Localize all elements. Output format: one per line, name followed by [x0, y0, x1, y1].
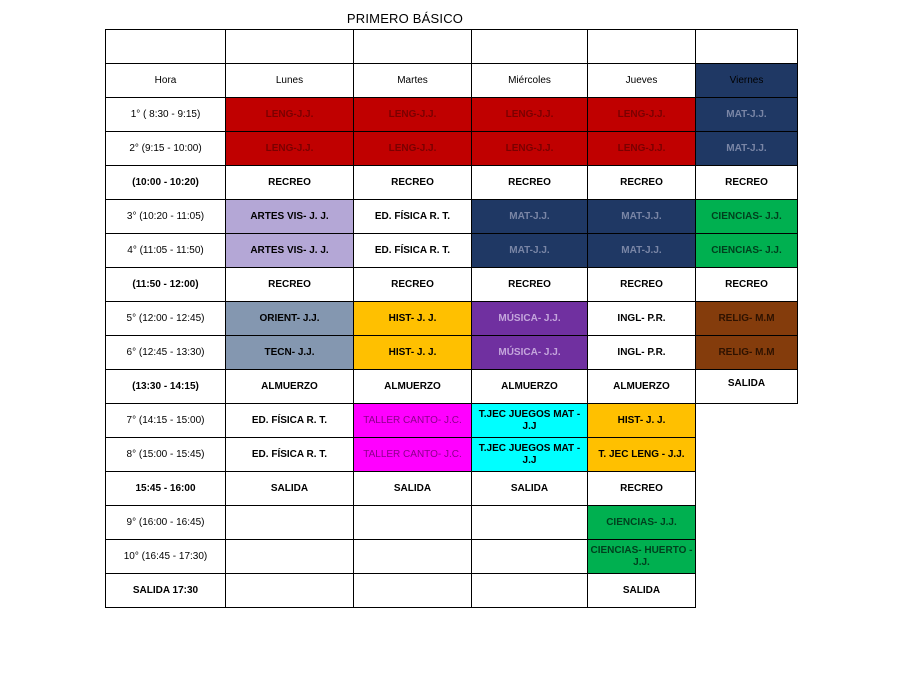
period-cell: 2° (9:15 - 10:00)	[106, 132, 226, 166]
table-row	[106, 404, 798, 438]
schedule-table	[105, 29, 798, 608]
class-cell: T.JEC JUEGOS MAT - J.J	[472, 438, 588, 472]
class-cell	[354, 506, 472, 540]
class-cell: CIENCIAS- J.J.	[696, 234, 798, 268]
period-cell: 5° (12:00 - 12:45)	[106, 302, 226, 336]
table-row	[106, 268, 798, 302]
class-cell: ED. FÍSICA R. T.	[226, 438, 354, 472]
class-cell	[226, 574, 354, 608]
period-cell: (10:00 - 10:20)	[106, 166, 226, 200]
class-cell: ED. FÍSICA R. T.	[226, 404, 354, 438]
class-cell: MAT-J.J.	[472, 200, 588, 234]
table-row	[106, 234, 798, 268]
class-cell: ARTES VIS- J. J.	[226, 234, 354, 268]
class-cell: HIST- J. J.	[354, 302, 472, 336]
blank-cell	[354, 30, 472, 64]
table-row	[106, 200, 798, 234]
table-row	[106, 336, 798, 370]
class-cell: LENG-J.J.	[472, 98, 588, 132]
class-cell: ARTES VIS- J. J.	[226, 200, 354, 234]
class-cell	[354, 540, 472, 574]
class-cell	[354, 574, 472, 608]
class-cell: LENG-J.J.	[588, 98, 696, 132]
class-cell: LENG-J.J.	[226, 132, 354, 166]
class-cell: TALLER CANTO- J.C.	[354, 404, 472, 438]
table-row	[106, 166, 798, 200]
class-cell: MAT-J.J.	[588, 200, 696, 234]
empty-cell	[696, 438, 798, 472]
class-cell: RECREO	[354, 166, 472, 200]
class-cell: RECREO	[588, 472, 696, 506]
period-cell: 15:45 - 16:00	[106, 472, 226, 506]
class-cell: MAT-J.J.	[472, 234, 588, 268]
schedule-title: PRIMERO BÁSICO	[346, 11, 464, 26]
class-cell	[226, 506, 354, 540]
blank-top-row	[106, 30, 798, 64]
class-cell: INGL- P.R.	[588, 302, 696, 336]
header-hora: Hora	[106, 64, 226, 98]
period-cell: 6° (12:45 - 13:30)	[106, 336, 226, 370]
class-cell: SALIDA	[354, 472, 472, 506]
class-cell	[472, 574, 588, 608]
period-cell: 9° (16:00 - 16:45)	[106, 506, 226, 540]
table-row	[106, 540, 798, 574]
class-cell: T. JEC LENG - J.J.	[588, 438, 696, 472]
class-cell: ORIENT- J.J.	[226, 302, 354, 336]
blank-cell	[696, 30, 798, 64]
class-cell	[472, 540, 588, 574]
class-cell: RECREO	[226, 166, 354, 200]
class-cell: SALIDA	[588, 574, 696, 608]
blank-cell	[472, 30, 588, 64]
class-cell: RECREO	[472, 268, 588, 302]
class-cell: RECREO	[588, 268, 696, 302]
header-miercoles: Miércoles	[472, 64, 588, 98]
class-cell: SALIDA	[226, 472, 354, 506]
period-cell: SALIDA 17:30	[106, 574, 226, 608]
class-cell: T.JEC JUEGOS MAT - J.J	[472, 404, 588, 438]
class-cell: ED. FÍSICA R. T.	[354, 200, 472, 234]
period-cell: 7° (14:15 - 15:00)	[106, 404, 226, 438]
class-cell: MÚSICA- J.J.	[472, 336, 588, 370]
table-row	[106, 132, 798, 166]
header-martes: Martes	[354, 64, 472, 98]
class-cell	[472, 506, 588, 540]
table-row	[106, 438, 798, 472]
class-cell: LENG-J.J.	[588, 132, 696, 166]
table-row	[106, 506, 798, 540]
class-cell: ALMUERZO	[472, 370, 588, 404]
class-cell: ALMUERZO	[226, 370, 354, 404]
class-cell: SALIDA	[696, 370, 798, 404]
header-row	[106, 64, 798, 98]
empty-cell	[696, 574, 798, 608]
class-cell: LENG-J.J.	[226, 98, 354, 132]
empty-cell	[696, 404, 798, 438]
empty-cell	[696, 506, 798, 540]
table-row	[106, 370, 798, 404]
class-cell: LENG-J.J.	[354, 98, 472, 132]
class-cell: RECREO	[354, 268, 472, 302]
header-lunes: Lunes	[226, 64, 354, 98]
header-jueves: Jueves	[588, 64, 696, 98]
class-cell: ED. FÍSICA R. T.	[354, 234, 472, 268]
class-cell: HIST- J. J.	[354, 336, 472, 370]
class-cell: LENG-J.J.	[354, 132, 472, 166]
empty-cell	[696, 472, 798, 506]
period-cell: 4° (11:05 - 11:50)	[106, 234, 226, 268]
empty-cell	[696, 540, 798, 574]
table-row	[106, 302, 798, 336]
class-cell: TALLER CANTO- J.C.	[354, 438, 472, 472]
class-cell: RECREO	[696, 166, 798, 200]
period-cell: (11:50 - 12:00)	[106, 268, 226, 302]
period-cell: 3° (10:20 - 11:05)	[106, 200, 226, 234]
blank-cell	[588, 30, 696, 64]
class-cell	[226, 540, 354, 574]
period-cell: 8° (15:00 - 15:45)	[106, 438, 226, 472]
class-cell: RECREO	[588, 166, 696, 200]
period-cell: (13:30 - 14:15)	[106, 370, 226, 404]
class-cell: MÚSICA- J.J.	[472, 302, 588, 336]
class-cell: INGL- P.R.	[588, 336, 696, 370]
period-cell: 10° (16:45 - 17:30)	[106, 540, 226, 574]
blank-cell	[226, 30, 354, 64]
table-row	[106, 98, 798, 132]
table-row	[106, 472, 798, 506]
class-cell: CIENCIAS- J.J.	[588, 506, 696, 540]
class-cell: MAT-J.J.	[696, 132, 798, 166]
blank-cell	[106, 30, 226, 64]
table-row	[106, 574, 798, 608]
class-cell: ALMUERZO	[588, 370, 696, 404]
class-cell: RECREO	[472, 166, 588, 200]
class-cell: SALIDA	[472, 472, 588, 506]
class-cell: MAT-J.J.	[588, 234, 696, 268]
class-cell: MAT-J.J.	[696, 98, 798, 132]
class-cell: RELIG- M.M	[696, 336, 798, 370]
class-cell: HIST- J. J.	[588, 404, 696, 438]
class-cell: ALMUERZO	[354, 370, 472, 404]
class-cell: CIENCIAS- HUERTO - J.J.	[588, 540, 696, 574]
period-cell: 1° ( 8:30 - 9:15)	[106, 98, 226, 132]
header-viernes: Viernes	[696, 64, 798, 98]
class-cell: RECREO	[226, 268, 354, 302]
class-cell: CIENCIAS- J.J.	[696, 200, 798, 234]
class-cell: RELIG- M.M	[696, 302, 798, 336]
class-cell: TECN- J.J.	[226, 336, 354, 370]
class-cell: LENG-J.J.	[472, 132, 588, 166]
class-cell: RECREO	[696, 268, 798, 302]
